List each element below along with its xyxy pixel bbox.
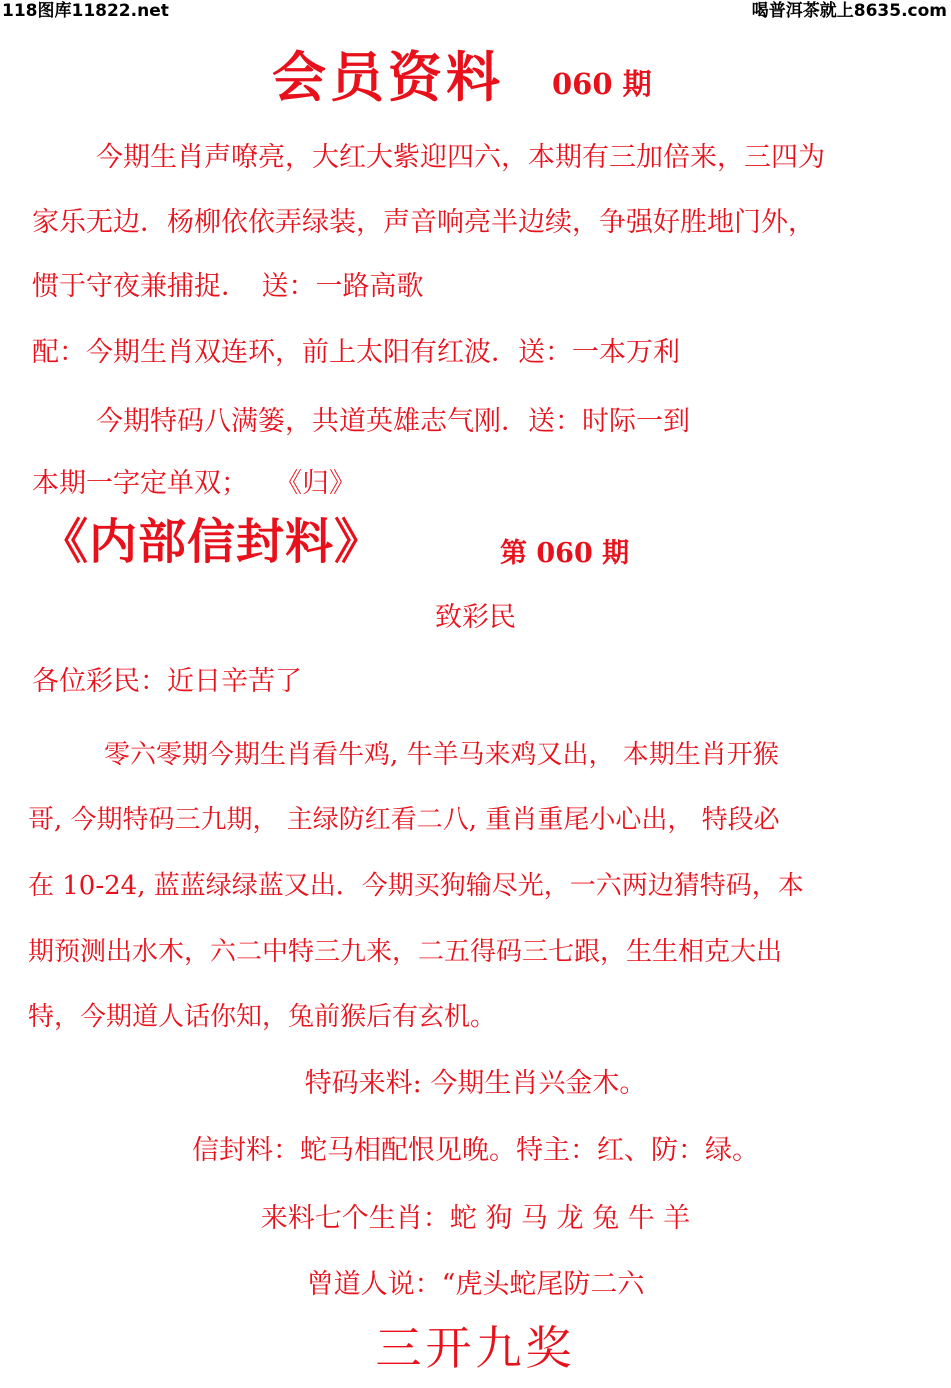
section1-line-3: 惯于守夜兼捕捉． 送：一路高歌 (32, 271, 424, 302)
section1-issue: 060 期 (552, 67, 652, 101)
greeting: 各位彩民：近日辛苦了 (32, 666, 302, 697)
section2-title: 《内部信封料》 (40, 514, 384, 570)
section1-line-2: 家乐无边．杨柳依依弄绿装，声音响亮半边续，争强好胜地门外， (32, 207, 815, 238)
body-line-4: 期预测出水木，六二中特三九来，二五得码三七跟，生生相克大出 (28, 937, 783, 967)
centered-line-4: 曾道人说：“虎头蛇尾防二六 (306, 1269, 645, 1300)
centered-line-1: 特码来料: 今期生肖兴金木。 (304, 1068, 647, 1099)
watermark-right: 喝普洱茶就上8635.com (751, 1, 947, 21)
centered-line-2: 信封料：蛇马相配恨见晚。特主：红、防：绿。 (192, 1135, 759, 1166)
body-line-3: 在 10-24, 蓝蓝绿绿蓝又出．今期买狗输尽光，一六两边猜特码，本 (28, 871, 804, 901)
watermark-left: 118图库11822.net (2, 1, 169, 21)
centered-line-3: 来料七个生肖：蛇 狗 马 龙 兔 牛 羊 (260, 1203, 691, 1234)
body-line-5: 特，今期道人话你知，兔前猴后有玄机。 (28, 1002, 497, 1032)
section1-line-1: 今期生肖声嘹亮，大红大紫迎四六，本期有三加倍来，三四为 (96, 142, 825, 173)
salutation-title: 致彩民 (435, 602, 516, 633)
section2-issue: 第 060 期 (500, 538, 630, 569)
body-line-2: 哥, 今期特码三九期， 主绿防红看二八, 重肖重尾小心出， 特段必 (28, 805, 780, 835)
body-line-1: 零六零期今期生肖看牛鸡, 牛羊马来鸡又出， 本期生肖开猴 (104, 740, 779, 770)
section1-line-4: 配：今期生肖双连环，前上太阳有红波．送：一本万利 (32, 337, 680, 368)
section1-line-6: 本期一字定单双； 《归》 (32, 468, 356, 499)
final-slogan: 三开九奖 (375, 1321, 576, 1375)
section1-title: 会员资料 (272, 45, 504, 109)
section1-line-5: 今期特码八满篓，共道英雄志气刚．送：时际一到 (96, 406, 690, 437)
